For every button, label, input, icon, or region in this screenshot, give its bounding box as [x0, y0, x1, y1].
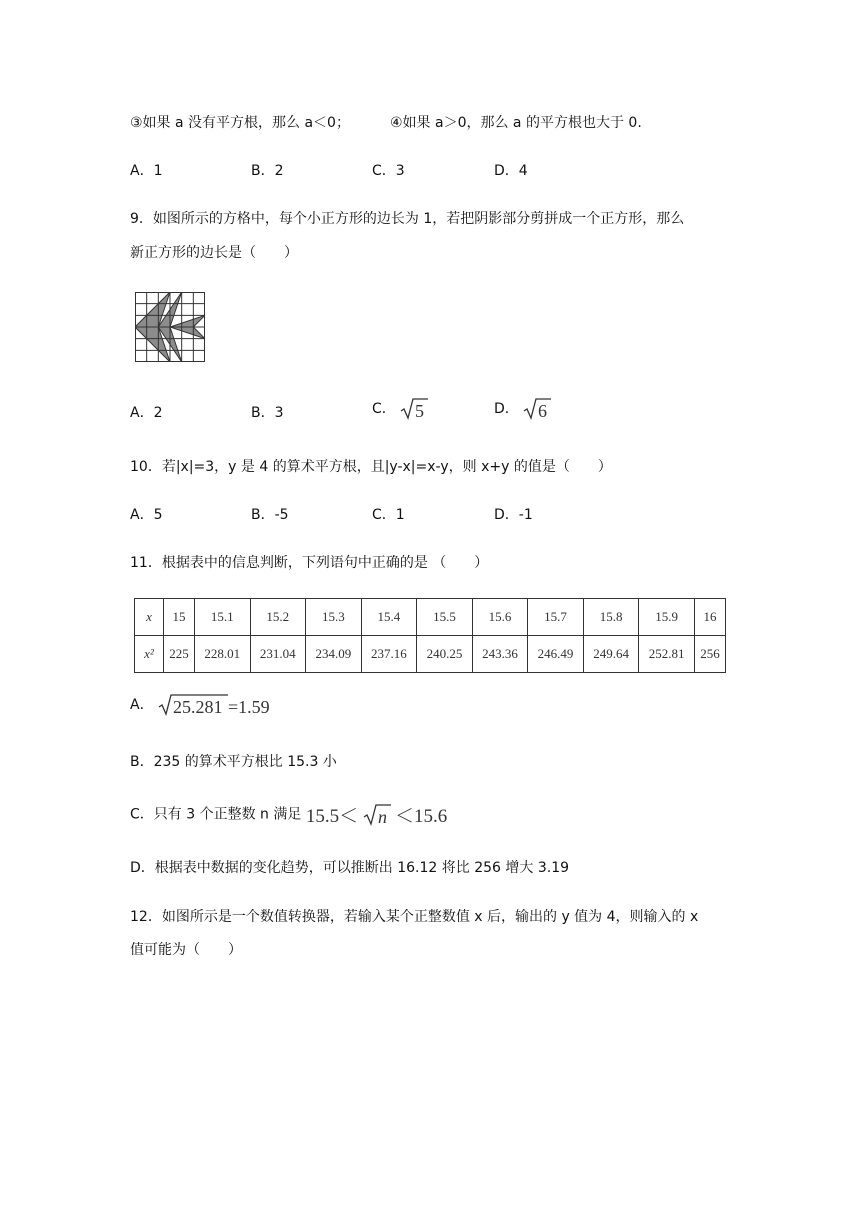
table-cell: 228.01: [194, 636, 250, 673]
q9-option-c: [372, 397, 428, 421]
q9-option-d-radicand: 6: [538, 401, 548, 421]
q12-question-line-2: 值可能为（ ）: [130, 942, 242, 958]
q10-option-c: C．1: [372, 507, 405, 523]
q9-option-c-radicand: 5: [415, 401, 425, 421]
q9-option-d-label: D．: [494, 401, 519, 417]
q11-option-d: D．根据表中数据的变化趋势，可以推断出 16.12 将比 256 增大 3.19: [130, 860, 570, 876]
q8-statement-4: ④如果 a＞0，那么 a 的平方根也大于 0.: [390, 115, 642, 131]
q8-option-d: D．4: [494, 163, 528, 179]
table-cell: 249.64: [583, 636, 639, 673]
q10-option-d: D．-1: [494, 507, 533, 523]
q8-option-c: C．3: [372, 163, 405, 179]
table-cell: 225: [164, 636, 195, 673]
q10-option-b: B．-5: [251, 507, 289, 523]
q8-option-a: A．1: [130, 163, 163, 179]
q9-option-b: B．3: [251, 405, 284, 421]
table-cell: 15.7: [528, 599, 584, 636]
table-cell: 15.5: [417, 599, 473, 636]
table-cell: 234.09: [306, 636, 362, 673]
table-cell: 15.6: [472, 599, 528, 636]
q12-question-line-1: 12．如图所示是一个数值转换器，若输入某个正整数值 x 后，输出的 y 值为 4，则输入的 x: [130, 909, 699, 925]
table-cell: 16: [694, 599, 725, 636]
table-cell: 15.9: [639, 599, 695, 636]
q11-option-a-formula: [158, 693, 276, 717]
q9-option-c-sqrt: [400, 397, 428, 421]
q11-option-c-right: ＜15.6: [394, 806, 448, 827]
table-cell: 256: [694, 636, 725, 673]
value-table: [134, 598, 726, 673]
grid-figure: [135, 292, 205, 362]
q11-option-a-result: =1.59: [228, 697, 270, 717]
table-cell: 231.04: [250, 636, 306, 673]
table-row-x: [135, 599, 726, 636]
q11-option-c-sqrt: [363, 803, 391, 827]
table-cell: 246.49: [528, 636, 584, 673]
q11-option-b: B．235 的算术平方根比 15.3 小: [130, 754, 337, 770]
q8-option-b: B．2: [251, 163, 284, 179]
q9-option-d: [494, 397, 551, 421]
q11-option-a: [130, 693, 276, 717]
table-cell: 15.3: [306, 599, 362, 636]
table-cell: 237.16: [361, 636, 417, 673]
q9-question-line-2: 新正方形的边长是（ ）: [130, 245, 298, 261]
table-cell: 252.81: [639, 636, 695, 673]
q9-option-d-sqrt: [523, 397, 551, 421]
table-header-x: x: [135, 599, 164, 636]
q11-option-c-radicand: n: [377, 806, 387, 827]
q9-question-line-1: 9．如图所示的方格中，每个小正方形的边长为 1，若把阴影部分剪拼成一个正方形，那么: [130, 211, 685, 227]
table-row-x-squared: [135, 636, 726, 673]
q10-question-line: 10．若|x|=3，y 是 4 的算术平方根，且|y-x|=x-y，则 x+y 的值是（ ）: [130, 459, 612, 475]
q11-question-line: 11．根据表中的信息判断，下列语句中正确的是 （ ）: [130, 555, 489, 571]
q11-option-a-label: A．: [130, 697, 154, 713]
table-cell: 15.4: [361, 599, 417, 636]
q8-statement-3: ③如果 a 没有平方根，那么 a＜0；: [130, 115, 350, 131]
q9-option-c-label: C．: [372, 401, 396, 417]
table-cell: 15: [164, 599, 195, 636]
q11-option-c: [130, 801, 447, 828]
q11-option-c-left: 15.5＜: [305, 806, 359, 827]
q11-option-a-radicand: 25.281: [173, 697, 223, 717]
q11-option-c-text: C．只有 3 个正整数 n 满足: [130, 806, 302, 823]
q10-option-a: A．5: [130, 507, 163, 523]
table-cell: 240.25: [417, 636, 473, 673]
table-cell: 15.2: [250, 599, 306, 636]
table-cell: 15.8: [583, 599, 639, 636]
table-cell: 15.1: [194, 599, 250, 636]
table-header-x-squared: x²: [135, 636, 164, 673]
table-cell: 243.36: [472, 636, 528, 673]
q9-option-a: A．2: [130, 405, 163, 421]
